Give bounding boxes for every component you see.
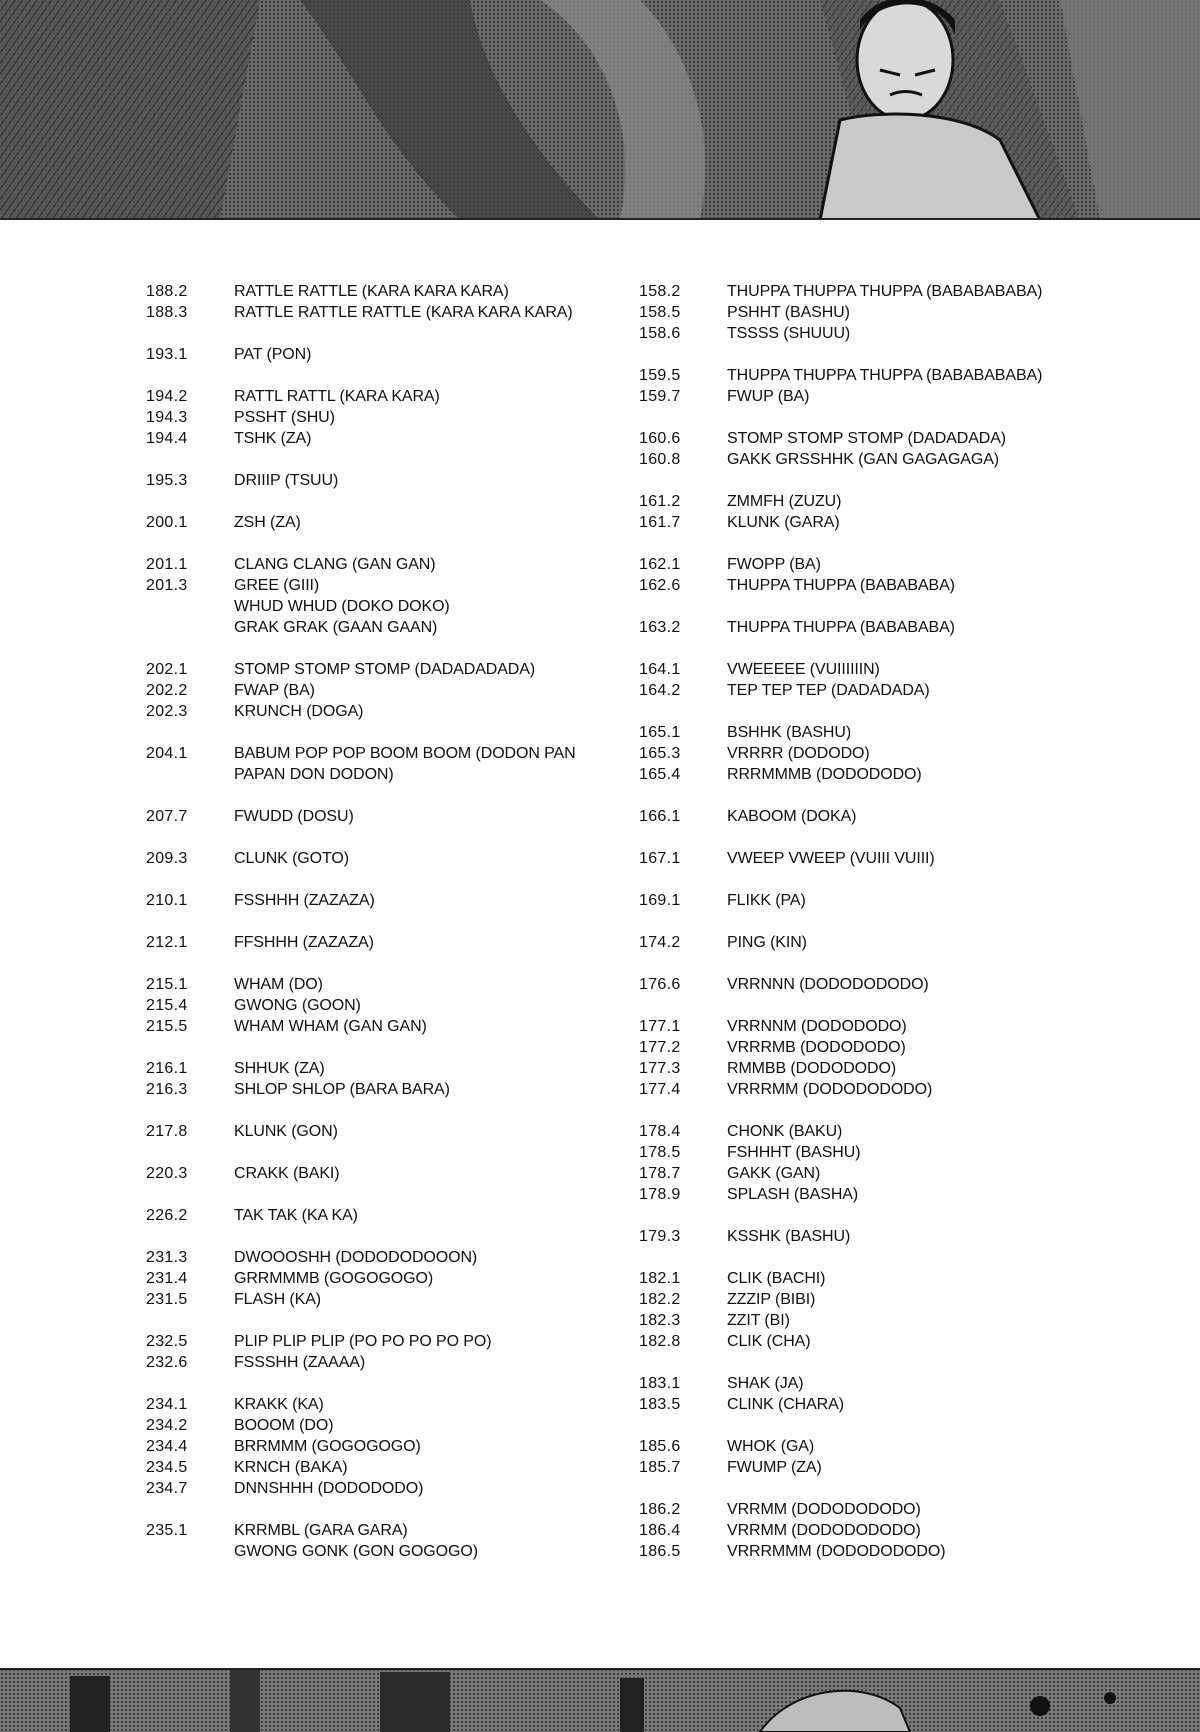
sfx-translation: KRUNCH (DOGA)	[234, 703, 364, 720]
sfx-translation: ZZIT (BI)	[727, 1312, 790, 1329]
sfx-translation: FSSHHH (ZAZAZA)	[234, 892, 375, 909]
sfx-entry	[146, 1163, 616, 1184]
sfx-translation: THUPPA THUPPA (BABABABA)	[727, 619, 955, 636]
sfx-entry-group	[639, 281, 1109, 344]
sfx-entry	[639, 1310, 1109, 1331]
sfx-entry	[146, 1205, 616, 1226]
page-panel-ref: 215.1	[146, 976, 188, 993]
sfx-entry	[146, 743, 616, 785]
sfx-entry	[146, 1289, 616, 1310]
sfx-translation: PING (KIN)	[727, 934, 807, 951]
sfx-translation: VRRMM (DODODODODO)	[727, 1522, 921, 1539]
sfx-translation: GREE (GIII)	[234, 577, 320, 594]
sfx-entry-group	[146, 890, 616, 911]
sfx-translation: VRRMM (DODODODODO)	[727, 1501, 921, 1518]
sfx-translation: ZZZIP (BIBI)	[727, 1291, 816, 1308]
page-panel-ref: 169.1	[639, 892, 681, 909]
sfx-entry-group	[639, 1373, 1109, 1415]
sfx-translation: TAK TAK (KA KA)	[234, 1207, 358, 1224]
page-panel-ref: 202.3	[146, 703, 188, 720]
page-panel-ref: 165.1	[639, 724, 681, 741]
sfx-translation: KLUNK (GARA)	[727, 514, 840, 531]
page-panel-ref: 165.3	[639, 745, 681, 762]
page-panel-ref: 178.7	[639, 1165, 681, 1182]
page-panel-ref: 194.2	[146, 388, 188, 405]
page-panel-ref: 200.1	[146, 514, 188, 531]
page-panel-ref: 178.4	[639, 1123, 681, 1140]
page-panel-ref: 215.4	[146, 997, 188, 1014]
sfx-translation: WHAM WHAM (GAN GAN)	[234, 1018, 427, 1035]
sfx-entry-group	[639, 617, 1109, 638]
page-panel-ref: 182.8	[639, 1333, 681, 1350]
page-panel-ref: 163.2	[639, 619, 681, 636]
sfx-translation: VRRRMB (DODODODO)	[727, 1039, 906, 1056]
sfx-entry	[146, 1121, 616, 1142]
sfx-translation: GAKK GRSSHHK (GAN GAGAGAGA)	[727, 451, 1000, 468]
sfx-entry	[639, 890, 1109, 911]
page-panel-ref: 207.7	[146, 808, 188, 825]
page-panel-ref	[146, 617, 234, 638]
page-panel-ref: 178.9	[639, 1186, 681, 1203]
sfx-entry-group	[639, 890, 1109, 911]
sfx-entry	[639, 512, 1109, 533]
sfx-translation: FLIKK (PA)	[727, 892, 806, 909]
sfx-translation: SHHUK (ZA)	[234, 1060, 325, 1077]
sfx-translation: RATTLE RATTLE (KARA KARA KARA)	[234, 283, 509, 300]
page-panel-ref: 188.3	[146, 304, 188, 321]
sfx-entry	[639, 491, 1109, 512]
sfx-translation: RATTLE RATTLE RATTLE (KARA KARA KARA)	[234, 304, 573, 321]
sfx-translation: WHAM (DO)	[234, 976, 323, 993]
sfx-translation: RRRMMMB (DODODODO)	[727, 766, 922, 783]
sfx-translation: DWOOOSHH (DODODODOOON)	[234, 1249, 478, 1266]
sfx-translation: VRRRMM (DODODODODO)	[727, 1081, 933, 1098]
sfx-entry	[146, 995, 616, 1016]
sfx-translation: FSHHHT (BASHU)	[727, 1144, 861, 1161]
sfx-translation: THUPPA THUPPA THUPPA (BABABABABA)	[727, 367, 1043, 384]
sfx-entry-group	[146, 470, 616, 491]
sfx-translation: DRIIIP (TSUU)	[234, 472, 339, 489]
page-panel-ref: 162.6	[639, 577, 681, 594]
sfx-entry	[639, 575, 1109, 596]
sfx-translation: TEP TEP TEP (DADADADA)	[727, 682, 930, 699]
sfx-entry	[639, 1016, 1109, 1037]
sfx-entry-group	[146, 659, 616, 722]
sfx-entry	[639, 680, 1109, 701]
sfx-translation: KRAKK (KA)	[234, 1396, 324, 1413]
sfx-translation: KABOOM (DOKA)	[727, 808, 857, 825]
sfx-entry	[146, 1541, 616, 1562]
page-panel-ref	[146, 1541, 234, 1562]
sfx-entry	[146, 848, 616, 869]
sfx-translation: CLIK (BACHI)	[727, 1270, 826, 1287]
sfx-entry-group	[639, 1499, 1109, 1562]
sfx-entry	[146, 407, 616, 428]
sfx-entry	[639, 1121, 1109, 1142]
page-panel-ref: 161.2	[639, 493, 681, 510]
sfx-entry-group	[146, 281, 616, 323]
page-panel-ref: 186.5	[639, 1543, 681, 1560]
sfx-translation: KSSHK (BASHU)	[727, 1228, 851, 1245]
sfx-entry	[639, 428, 1109, 449]
page-panel-ref: 179.3	[639, 1228, 681, 1245]
sfx-translation: PLIP PLIP PLIP (PO PO PO PO PO)	[234, 1333, 492, 1350]
sfx-list-left-column	[146, 281, 616, 1583]
sfx-translation: FWUMP (ZA)	[727, 1459, 822, 1476]
sfx-entry	[639, 848, 1109, 869]
sfx-entry	[639, 764, 1109, 785]
sfx-entry	[146, 680, 616, 701]
sfx-entry	[146, 617, 616, 638]
sfx-translation: GRRMMMB (GOGOGOGO)	[234, 1270, 434, 1287]
page-panel-ref: 234.1	[146, 1396, 188, 1413]
sfx-entry	[146, 575, 616, 596]
manga-art-header	[0, 0, 1200, 220]
page-panel-ref: 182.2	[639, 1291, 681, 1308]
sfx-translation: GAKK (GAN)	[727, 1165, 821, 1182]
page-panel-ref: 194.3	[146, 409, 188, 426]
page-panel-ref	[146, 596, 234, 617]
sfx-entry-group	[639, 1268, 1109, 1352]
sfx-translation: CRAKK (BAKI)	[234, 1165, 340, 1182]
sfx-entry	[639, 386, 1109, 407]
sfx-entry	[146, 1079, 616, 1100]
page-panel-ref: 234.2	[146, 1417, 188, 1434]
sfx-translation: GRAK GRAK (GAAN GAAN)	[234, 619, 438, 636]
page-panel-ref: 182.3	[639, 1312, 681, 1329]
sfx-entry	[639, 1436, 1109, 1457]
sfx-entry	[146, 1520, 616, 1541]
sfx-translation: FFSHHH (ZAZAZA)	[234, 934, 374, 951]
page-panel-ref: 177.2	[639, 1039, 681, 1056]
sfx-entry	[146, 974, 616, 995]
sfx-entry-group	[146, 1205, 616, 1226]
sfx-entry-group	[639, 365, 1109, 407]
sfx-entry	[639, 1163, 1109, 1184]
sfx-entry-group	[146, 512, 616, 533]
page-panel-ref: 232.6	[146, 1354, 188, 1371]
sfx-translation: FSSSHH (ZAAAA)	[234, 1354, 366, 1371]
sfx-translation: VRRNNN (DODODODODO)	[727, 976, 929, 993]
page-panel-ref: 167.1	[639, 850, 681, 867]
sfx-entry	[146, 1247, 616, 1268]
page-panel-ref: 235.1	[146, 1522, 188, 1539]
sfx-entry-group	[146, 1163, 616, 1184]
page-panel-ref: 234.4	[146, 1438, 188, 1455]
sfx-entry	[639, 1541, 1109, 1562]
sfx-entry	[639, 1037, 1109, 1058]
sfx-translation: FWAP (BA)	[234, 682, 315, 699]
sfx-translation: FWUDD (DOSU)	[234, 808, 354, 825]
sfx-translation: THUPPA THUPPA (BABABABA)	[727, 577, 955, 594]
sfx-entry-group	[146, 386, 616, 449]
sfx-translation: SHAK (JA)	[727, 1375, 804, 1392]
sfx-entry	[639, 617, 1109, 638]
sfx-translation: BRRMMM (GOGOGOGO)	[234, 1438, 421, 1455]
sfx-translation: ZSH (ZA)	[234, 514, 301, 531]
sfx-entry	[146, 1352, 616, 1373]
sfx-entry-group	[639, 974, 1109, 995]
page-panel-ref: 186.4	[639, 1522, 681, 1539]
sfx-translation: TSHK (ZA)	[234, 430, 312, 447]
page-panel-ref: 186.2	[639, 1501, 681, 1518]
sfx-entry	[639, 1394, 1109, 1415]
page-panel-ref: 204.1	[146, 745, 188, 762]
sfx-translation: KRNCH (BAKA)	[234, 1459, 348, 1476]
page-panel-ref: 215.5	[146, 1018, 188, 1035]
page-panel-ref: 164.1	[639, 661, 681, 678]
page-panel-ref: 160.6	[639, 430, 681, 447]
sfx-entry-group	[639, 428, 1109, 470]
page-panel-ref: 182.1	[639, 1270, 681, 1287]
sfx-translation: WHUD WHUD (DOKO DOKO)	[234, 598, 450, 615]
page-panel-ref: 202.1	[146, 661, 188, 678]
page-panel-ref: 158.2	[639, 283, 681, 300]
page-panel-ref: 176.6	[639, 976, 681, 993]
page-panel-ref: 231.5	[146, 1291, 188, 1308]
sfx-translation: FWOPP (BA)	[727, 556, 821, 573]
sfx-entry	[639, 743, 1109, 764]
sfx-translation: TSSSS (SHUUU)	[727, 325, 851, 342]
page-panel-ref: 177.3	[639, 1060, 681, 1077]
page-panel-ref: 178.5	[639, 1144, 681, 1161]
sfx-entry	[146, 281, 616, 302]
sfx-entry	[146, 1394, 616, 1415]
sfx-entry	[146, 1415, 616, 1436]
manga-art-footer	[0, 1668, 1200, 1732]
sfx-translation: CLIK (CHA)	[727, 1333, 811, 1350]
sfx-entry	[639, 1520, 1109, 1541]
sfx-translation: VRRNNM (DODODODO)	[727, 1018, 907, 1035]
sfx-entry	[146, 1016, 616, 1037]
sfx-entry	[639, 1058, 1109, 1079]
sfx-entry	[639, 974, 1109, 995]
page-panel-ref: 210.1	[146, 892, 188, 909]
sfx-entry-group	[639, 806, 1109, 827]
sfx-entry-group	[146, 1121, 616, 1142]
page-panel-ref: 201.1	[146, 556, 188, 573]
sfx-entry-group	[146, 1394, 616, 1499]
sfx-entry	[146, 1436, 616, 1457]
sfx-entry-group	[146, 743, 616, 785]
sfx-entry-group	[639, 659, 1109, 701]
page-panel-ref: 220.3	[146, 1165, 188, 1182]
sfx-entry	[639, 659, 1109, 680]
sfx-translation: CLUNK (GOTO)	[234, 850, 349, 867]
sfx-list-right-column	[639, 281, 1109, 1583]
page-panel-ref: 166.1	[639, 808, 681, 825]
sfx-entry	[639, 1373, 1109, 1394]
sfx-entry	[639, 1457, 1109, 1478]
sfx-entry-group	[146, 932, 616, 953]
page-panel-ref: 231.3	[146, 1249, 188, 1266]
sfx-translation: GWONG GONK (GON GOGOGO)	[234, 1543, 478, 1560]
sfx-entry	[639, 722, 1109, 743]
sfx-entry	[639, 1226, 1109, 1247]
sfx-translation: CHONK (BAKU)	[727, 1123, 843, 1140]
sfx-entry	[146, 1457, 616, 1478]
sfx-translation: VRRRMMM (DODODODODO)	[727, 1543, 946, 1560]
sfx-translation: PSSHT (SHU)	[234, 409, 335, 426]
page-panel-ref: 212.1	[146, 934, 188, 951]
sfx-entry	[639, 932, 1109, 953]
sfx-entry	[639, 1499, 1109, 1520]
sfx-translation: KRRMBL (GARA GARA)	[234, 1522, 408, 1539]
page-panel-ref: 183.1	[639, 1375, 681, 1392]
sfx-entry	[639, 449, 1109, 470]
sfx-entry-group	[639, 491, 1109, 533]
sfx-entry	[146, 890, 616, 911]
sfx-entry	[639, 323, 1109, 344]
sfx-entry	[146, 302, 616, 323]
sfx-translation: KLUNK (GON)	[234, 1123, 338, 1140]
page-panel-ref: 188.2	[146, 283, 188, 300]
sfx-translation: PSHHT (BASHU)	[727, 304, 850, 321]
sfx-entry	[639, 1331, 1109, 1352]
page-panel-ref: 216.1	[146, 1060, 188, 1077]
sfx-translation: WHOK (GA)	[727, 1438, 815, 1455]
sfx-translation: RATTL RATTL (KARA KARA)	[234, 388, 440, 405]
sfx-entry	[146, 1331, 616, 1352]
sfx-translation: THUPPA THUPPA THUPPA (BABABABABA)	[727, 283, 1043, 300]
page-panel-ref: 232.5	[146, 1333, 188, 1350]
sfx-entry-group	[146, 1520, 616, 1562]
sfx-translation: SHLOP SHLOP (BARA BARA)	[234, 1081, 450, 1098]
page-panel-ref: 160.8	[639, 451, 681, 468]
sfx-translation: STOMP STOMP STOMP (DADADADA)	[727, 430, 1007, 447]
page-panel-ref: 185.7	[639, 1459, 681, 1476]
sfx-translation: BOOOM (DO)	[234, 1417, 334, 1434]
page-panel-ref: 158.6	[639, 325, 681, 342]
sfx-entry	[146, 428, 616, 449]
sfx-translation: DNNSHHH (DODODODO)	[234, 1480, 424, 1497]
page-panel-ref: 159.7	[639, 388, 681, 405]
manga-panel-illustration-bottom	[0, 1668, 1200, 1732]
sfx-entry-group	[146, 1331, 616, 1373]
sfx-entry	[146, 344, 616, 365]
sfx-entry	[639, 554, 1109, 575]
page-panel-ref: 174.2	[639, 934, 681, 951]
sfx-entry	[639, 1142, 1109, 1163]
page-panel-ref: 159.5	[639, 367, 681, 384]
sfx-entry-group	[146, 1058, 616, 1100]
sfx-translation: VRRRR (DODODO)	[727, 745, 870, 762]
sfx-entry	[146, 806, 616, 827]
page-panel-ref: 216.3	[146, 1081, 188, 1098]
sfx-entry-group	[639, 722, 1109, 785]
sfx-entry	[146, 932, 616, 953]
sfx-translation: FLASH (KA)	[234, 1291, 322, 1308]
sfx-translation: FWUP (BA)	[727, 388, 810, 405]
sfx-entry-group	[639, 1436, 1109, 1478]
sfx-entry-group	[146, 848, 616, 869]
sfx-entry	[639, 806, 1109, 827]
sfx-translation: CLANG CLANG (GAN GAN)	[234, 556, 436, 573]
page-panel-ref: 202.2	[146, 682, 188, 699]
page-panel-ref: 226.2	[146, 1207, 188, 1224]
sfx-translation: ZMMFH (ZUZU)	[727, 493, 842, 510]
sfx-entry-group	[639, 1016, 1109, 1100]
sfx-translation: SPLASH (BASHA)	[727, 1186, 859, 1203]
sfx-entry-group	[146, 974, 616, 1037]
sfx-translation: CLINK (CHARA)	[727, 1396, 844, 1413]
page-panel-ref: 201.3	[146, 577, 188, 594]
page-panel-ref: 177.1	[639, 1018, 681, 1035]
sfx-entry-group	[639, 932, 1109, 953]
page-panel-ref: 209.3	[146, 850, 188, 867]
page-panel-ref: 195.3	[146, 472, 188, 489]
sfx-translation: STOMP STOMP STOMP (DADADADADA)	[234, 661, 536, 678]
page-panel-ref: 234.7	[146, 1480, 188, 1497]
page-panel-ref: 161.7	[639, 514, 681, 531]
sfx-entry	[146, 512, 616, 533]
sfx-entry	[639, 1289, 1109, 1310]
sfx-entry	[146, 596, 616, 617]
sfx-translation: BABUM POP POP BOOM BOOM (DODON PAN PAPAN DON DODON)	[234, 745, 576, 783]
sfx-entry-group	[639, 848, 1109, 869]
sfx-translation: RMMBB (DODODODO)	[727, 1060, 897, 1077]
page-panel-ref: 164.2	[639, 682, 681, 699]
sfx-entry-group	[639, 554, 1109, 596]
page-panel-ref: 177.4	[639, 1081, 681, 1098]
sfx-entry-group	[639, 1121, 1109, 1205]
manga-panel-illustration	[0, 0, 1200, 220]
sfx-entry-group	[146, 1247, 616, 1310]
page-panel-ref: 162.1	[639, 556, 681, 573]
sfx-translation: BSHHK (BASHU)	[727, 724, 852, 741]
sfx-entry-group	[639, 1226, 1109, 1247]
sfx-translation: GWONG (GOON)	[234, 997, 361, 1014]
sfx-entry	[639, 1079, 1109, 1100]
page-panel-ref: 193.1	[146, 346, 188, 363]
sfx-entry	[639, 1184, 1109, 1205]
sfx-entry	[146, 1268, 616, 1289]
page-panel-ref: 231.4	[146, 1270, 188, 1287]
sfx-translation: VWEEEEE (VUIIIIIIN)	[727, 661, 880, 678]
sfx-entry	[146, 1058, 616, 1079]
sfx-entry	[146, 701, 616, 722]
page-panel-ref: 183.5	[639, 1396, 681, 1413]
page-panel-ref: 158.5	[639, 304, 681, 321]
page-panel-ref: 194.4	[146, 430, 188, 447]
page-panel-ref: 165.4	[639, 766, 681, 783]
sfx-entry	[146, 470, 616, 491]
page-panel-ref: 217.8	[146, 1123, 188, 1140]
sfx-entry	[639, 281, 1109, 302]
sfx-entry-group	[146, 554, 616, 638]
sfx-entry	[639, 1268, 1109, 1289]
sfx-entry	[146, 659, 616, 680]
page-panel-ref: 234.5	[146, 1459, 188, 1476]
sfx-translation: VWEEP VWEEP (VUIII VUIII)	[727, 850, 935, 867]
sfx-entry	[146, 386, 616, 407]
sfx-translation: PAT (PON)	[234, 346, 312, 363]
sfx-entry	[639, 365, 1109, 386]
sfx-entry	[639, 302, 1109, 323]
sfx-entry-group	[146, 806, 616, 827]
page-panel-ref: 185.6	[639, 1438, 681, 1455]
sfx-entry	[146, 554, 616, 575]
sfx-entry-group	[146, 344, 616, 365]
sfx-entry	[146, 1478, 616, 1499]
